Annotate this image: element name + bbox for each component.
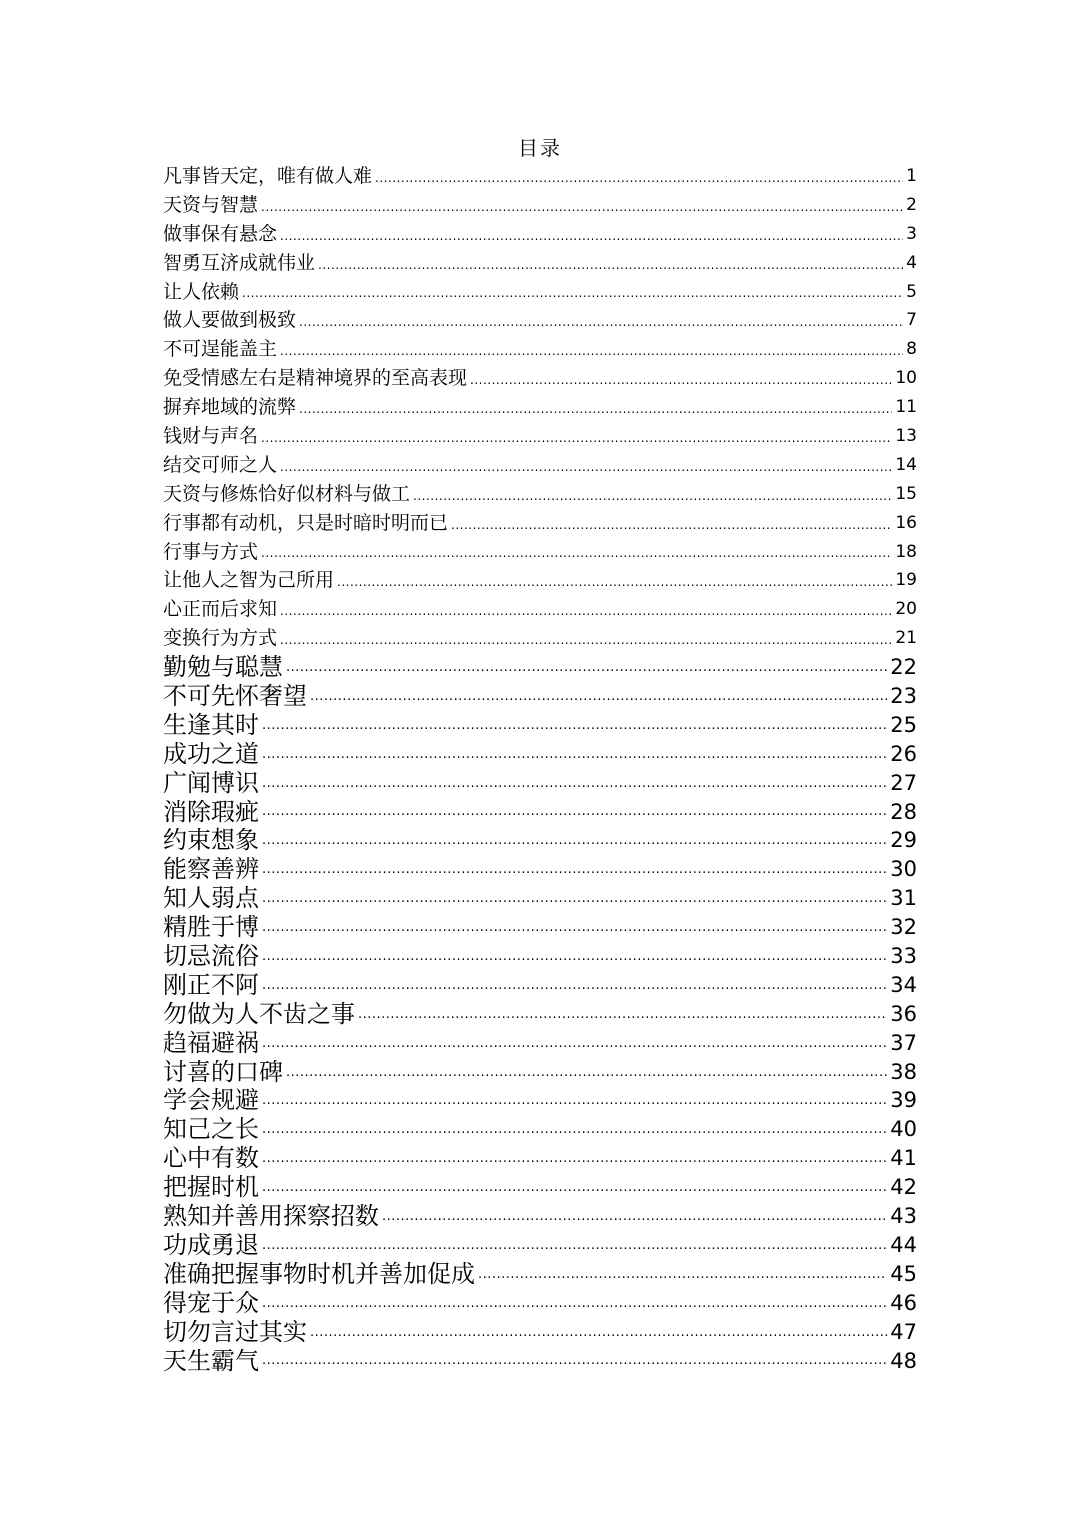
- toc-entry-page-number: 28: [890, 799, 917, 824]
- toc-entry[interactable]: [163, 422, 917, 451]
- toc-entry-title: 不可先怀奢望: [163, 682, 307, 711]
- toc-entry-title: 熟知并善用探察招数: [163, 1202, 379, 1231]
- toc-entry-page-number: 5: [906, 281, 917, 302]
- toc-entry-page-number: 4: [906, 252, 917, 273]
- toc-entry-title: 准确把握事物时机并善加促成: [163, 1259, 475, 1288]
- toc-entry[interactable]: [163, 364, 917, 393]
- toc-entry-page-number: 13: [895, 426, 917, 446]
- toc-entry-title: 精胜于博: [163, 913, 259, 942]
- toc-entry-page-number: 46: [890, 1290, 917, 1315]
- toc-entry-title: 知己之长: [163, 1115, 259, 1144]
- toc-entry[interactable]: [163, 624, 917, 653]
- toc-entry[interactable]: [163, 1058, 917, 1087]
- toc-entry[interactable]: [163, 1087, 917, 1116]
- toc-entry[interactable]: [163, 1260, 917, 1289]
- dot-leader: [262, 748, 887, 762]
- toc-entry-title: 钱财与声名: [163, 425, 259, 447]
- dot-leader: [262, 805, 887, 819]
- toc-entry-page-number: 20: [895, 599, 917, 620]
- toc-entry-page-number: 44: [890, 1232, 917, 1257]
- dot-leader: [262, 1354, 887, 1368]
- dot-leader: [262, 979, 887, 993]
- dot-leader: [262, 1094, 887, 1108]
- dot-leader: [262, 1181, 887, 1195]
- toc-title: 目录: [518, 136, 562, 160]
- toc-entry-title: 约束想象: [163, 826, 259, 855]
- dot-leader: [242, 286, 903, 300]
- toc-entry-page-number: 15: [895, 483, 917, 504]
- toc-entry-title: 行事都有动机，只是时暗时明而已: [163, 511, 449, 534]
- toc-entry-page-number: 32: [890, 915, 917, 940]
- toc-entry-page-number: 14: [895, 454, 917, 475]
- dot-leader: [310, 1326, 887, 1340]
- dot-leader: [280, 604, 892, 618]
- toc-entry-page-number: 16: [895, 512, 917, 533]
- toc-entry-page-number: 48: [890, 1348, 917, 1373]
- toc-entry-page-number: 41: [890, 1146, 917, 1171]
- toc-entry[interactable]: [163, 1318, 917, 1347]
- toc-entry-page-number: 38: [890, 1059, 917, 1084]
- toc-entry[interactable]: [163, 1289, 917, 1318]
- toc-entry[interactable]: [163, 306, 917, 335]
- toc-entry-page-number: 19: [895, 570, 917, 591]
- toc-entry[interactable]: [163, 566, 917, 595]
- toc-entry-page-number: 25: [890, 712, 917, 737]
- toc-entry[interactable]: [163, 1115, 917, 1144]
- dot-leader: [375, 171, 903, 185]
- dot-leader: [262, 950, 887, 964]
- toc-entry[interactable]: [163, 480, 917, 509]
- toc-entry[interactable]: [163, 653, 917, 682]
- dot-leader: [262, 834, 887, 848]
- toc-entry-title: 天生霸气: [163, 1346, 259, 1375]
- toc-entry-title: 摒弃地域的流弊: [163, 396, 297, 419]
- toc-entry-page-number: 47: [890, 1319, 917, 1344]
- toc-entry-page-number: 11: [895, 397, 917, 418]
- dot-leader: [413, 489, 892, 503]
- toc-entry[interactable]: [163, 682, 917, 711]
- dot-leader: [280, 344, 903, 358]
- dot-leader: [310, 690, 887, 704]
- toc-entry-title: 讨喜的口碑: [163, 1057, 283, 1086]
- dot-leader: [280, 460, 892, 474]
- toc-entry-title: 做事保有悬念: [163, 222, 278, 245]
- dot-leader: [262, 921, 887, 935]
- dot-leader: [358, 1008, 887, 1022]
- dot-leader: [262, 1239, 887, 1253]
- dot-leader: [262, 719, 887, 733]
- dot-leader: [382, 1210, 887, 1224]
- toc-entry[interactable]: [163, 451, 917, 480]
- toc-entry-title: 心正而后求知: [163, 598, 278, 621]
- toc-entry[interactable]: [163, 1144, 917, 1173]
- toc-entry-page-number: 43: [890, 1204, 917, 1229]
- toc-entry-page-number: 30: [890, 857, 917, 882]
- toc-entry-title: 切忌流俗: [163, 942, 259, 971]
- toc-entry-page-number: 36: [890, 1001, 917, 1026]
- toc-entry[interactable]: [163, 855, 917, 884]
- toc-entry-title: 结交可师之人: [163, 453, 278, 476]
- toc-entry[interactable]: [163, 740, 917, 769]
- toc-entry[interactable]: [163, 335, 917, 364]
- toc-entry[interactable]: [163, 711, 917, 740]
- toc-entry-title: 勿做为人不齿之事: [163, 999, 355, 1028]
- toc-entry-page-number: 42: [890, 1175, 917, 1200]
- toc-entry-title: 趋福避祸: [163, 1028, 259, 1057]
- toc-entry-page-number: 1: [906, 165, 917, 186]
- toc-entry-page-number: 40: [890, 1117, 917, 1142]
- toc-entry-page-number: 27: [890, 770, 917, 795]
- toc-entry[interactable]: [163, 1202, 917, 1231]
- toc-entry-title: 功成勇退: [163, 1230, 259, 1259]
- toc-entry-title: 知人弱点: [163, 884, 259, 913]
- toc-entry-page-number: 22: [890, 655, 917, 680]
- toc-entry[interactable]: [163, 1000, 917, 1029]
- toc-entry-page-number: 33: [890, 944, 917, 969]
- dot-leader: [299, 402, 892, 416]
- toc-entry-title: 刚正不阿: [163, 970, 259, 999]
- toc-entry-page-number: 23: [890, 684, 917, 709]
- toc-entry[interactable]: [163, 595, 917, 624]
- toc-entry-page-number: 39: [890, 1088, 917, 1113]
- dot-leader: [262, 1297, 887, 1311]
- toc-list: [163, 162, 917, 1375]
- toc-entry[interactable]: [163, 278, 917, 307]
- dot-leader: [286, 661, 887, 675]
- toc-entry[interactable]: [163, 393, 917, 422]
- toc-entry-title: 消除瑕疵: [163, 797, 259, 826]
- dot-leader: [261, 546, 892, 560]
- toc-entry[interactable]: [163, 913, 917, 942]
- toc-entry-title: 把握时机: [163, 1173, 259, 1202]
- dot-leader: [262, 1152, 887, 1166]
- toc-entry[interactable]: [163, 826, 917, 855]
- dot-leader: [337, 575, 892, 589]
- toc-entry[interactable]: [163, 884, 917, 913]
- toc-entry-title: 切勿言过其实: [163, 1317, 307, 1346]
- toc-entry[interactable]: [163, 798, 917, 827]
- toc-entry[interactable]: [163, 769, 917, 798]
- toc-entry-page-number: 34: [890, 972, 917, 997]
- toc-entry-page-number: 31: [890, 886, 917, 911]
- toc-entry-title: 行事与方式: [163, 540, 259, 563]
- toc-entry[interactable]: [163, 1173, 917, 1202]
- toc-entry-title: 学会规避: [163, 1086, 259, 1115]
- toc-entry-title: 天资与智慧: [163, 193, 259, 216]
- toc-entry-title: 智勇互济成就伟业: [163, 251, 316, 274]
- dot-leader: [262, 1123, 887, 1137]
- toc-entry-page-number: 29: [890, 828, 917, 853]
- dot-leader: [470, 373, 892, 387]
- toc-entry-title: 做人要做到极致: [163, 309, 297, 332]
- dot-leader: [262, 863, 887, 877]
- dot-leader: [280, 229, 903, 243]
- dot-leader: [261, 200, 903, 214]
- toc-entry-title: 变换行为方式: [163, 627, 278, 650]
- toc-entry-title: 让人依赖: [163, 280, 240, 303]
- toc-entry-title: 广闻博识: [163, 768, 259, 797]
- toc-entry-title: 生逢其时: [163, 710, 259, 739]
- toc-entry-title: 天资与修炼恰好似材料与做工: [163, 482, 411, 505]
- toc-entry[interactable]: [163, 220, 917, 249]
- toc-entry-title: 不可逞能盖主: [163, 338, 278, 361]
- toc-entry[interactable]: [163, 942, 917, 971]
- toc-entry-page-number: 10: [895, 368, 917, 389]
- dot-leader: [280, 633, 892, 647]
- toc-entry-title: 成功之道: [163, 739, 259, 768]
- toc-entry-title: 让他人之智为己所用: [163, 569, 335, 592]
- dot-leader: [262, 777, 887, 791]
- dot-leader: [478, 1268, 887, 1282]
- toc-entry[interactable]: [163, 1347, 917, 1376]
- dot-leader: [286, 1066, 887, 1080]
- toc-entry-page-number: 8: [906, 339, 917, 360]
- toc-entry-page-number: 7: [906, 310, 917, 331]
- toc-entry-page-number: 2: [906, 194, 917, 215]
- dot-leader: [261, 431, 892, 445]
- toc-entry[interactable]: [163, 971, 917, 1000]
- toc-entry-title: 免受情感左右是精神境界的至高表现: [163, 367, 468, 390]
- toc-entry-page-number: 18: [895, 541, 917, 562]
- toc-entry[interactable]: [163, 1231, 917, 1260]
- toc-entry-title: 凡事皆天定，唯有做人难: [163, 164, 373, 187]
- toc-entry-title: 能察善辨: [163, 855, 259, 884]
- dot-leader: [318, 258, 903, 272]
- toc-entry-page-number: 3: [906, 223, 917, 244]
- toc-entry[interactable]: [163, 538, 917, 567]
- toc-entry[interactable]: [163, 509, 917, 538]
- toc-entry[interactable]: [163, 1029, 917, 1058]
- dot-leader: [262, 1037, 887, 1051]
- toc-entry[interactable]: [163, 162, 917, 191]
- toc-entry[interactable]: [163, 191, 917, 220]
- toc-entry-page-number: 26: [890, 741, 917, 766]
- toc-entry-page-number: 37: [890, 1030, 917, 1055]
- toc-entry-title: 心中有数: [163, 1144, 259, 1173]
- dot-leader: [262, 892, 887, 906]
- toc-entry[interactable]: [163, 249, 917, 278]
- dot-leader: [299, 315, 903, 329]
- toc-entry-page-number: 45: [890, 1261, 917, 1286]
- toc-entry-title: 勤勉与聪慧: [163, 653, 283, 682]
- toc-entry-page-number: 21: [895, 628, 917, 649]
- dot-leader: [451, 518, 892, 532]
- toc-entry-title: 得宠于众: [163, 1288, 259, 1317]
